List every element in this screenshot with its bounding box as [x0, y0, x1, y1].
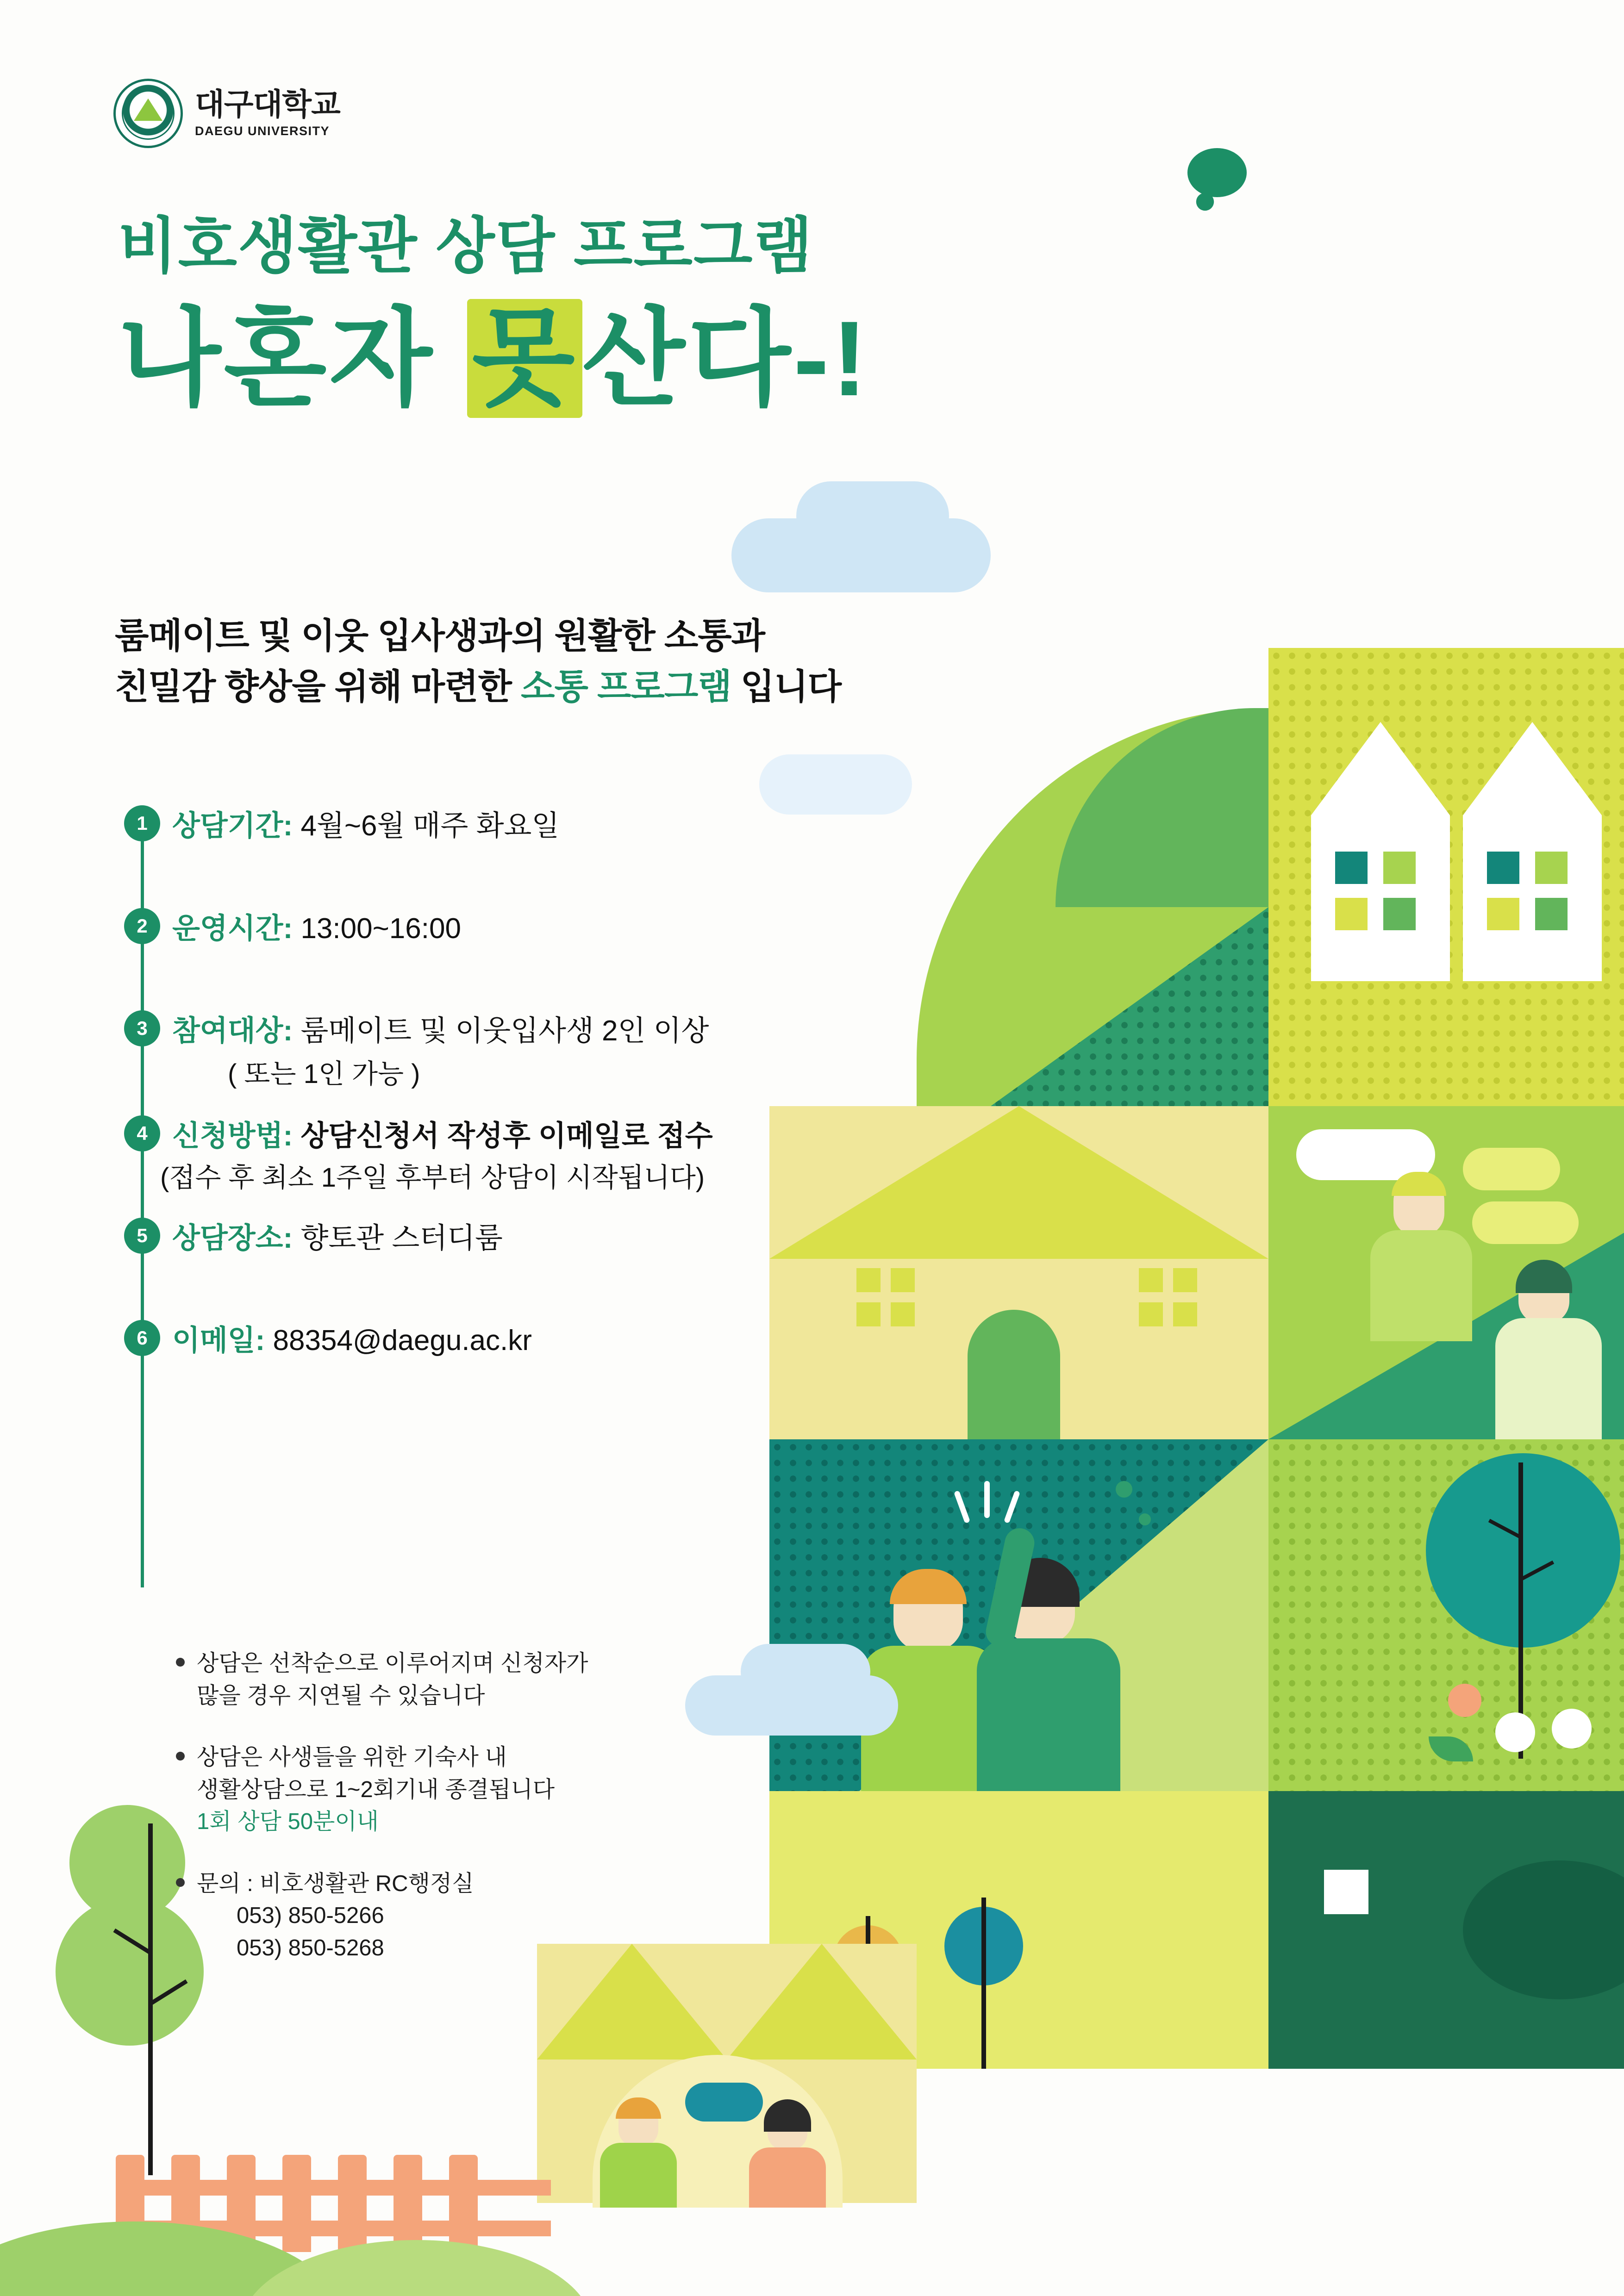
step-number-6: 6	[124, 1320, 160, 1356]
note-text-3	[197, 1868, 474, 1965]
step-line-2	[172, 911, 461, 947]
step-number-2: 2	[124, 908, 160, 944]
bubble-dot-2	[1139, 1513, 1151, 1525]
fence	[116, 2138, 551, 2254]
step-value-3: 룸메이트 및 이웃입사생 2인 이상	[293, 1015, 709, 1047]
cloud-1	[731, 518, 991, 592]
step-item-2	[124, 908, 1004, 947]
ground-mound-left	[0, 2221, 343, 2296]
note-text-1	[197, 1648, 588, 1712]
left-tree-branch-1	[113, 1929, 150, 1954]
step-number-1: 1	[124, 805, 160, 841]
kid-speech-bubble	[685, 2083, 763, 2122]
step-sub-4: (접수 후 최소 1주일 후부터 상담이 시작됩니다)	[160, 1163, 705, 1193]
note-bullet-icon	[176, 1658, 185, 1667]
tile-people-talk-bg	[1268, 1106, 1624, 1439]
note-item-3	[176, 1868, 870, 1965]
step-label-6: 이메일:	[172, 1325, 265, 1357]
note-bullet-icon	[176, 1878, 185, 1887]
flower-white-2	[1552, 1709, 1592, 1748]
note-bullet-icon	[176, 1752, 185, 1761]
note-3-line-2: 053) 850-5266	[237, 1903, 384, 1929]
university-logo	[113, 79, 340, 148]
person-d-head	[1005, 1564, 1075, 1644]
cloud-4	[1296, 1129, 1435, 1180]
step-value-4: 상담신청서 작성후 이메일로 접수	[293, 1120, 713, 1152]
big-window-h	[1173, 1302, 1197, 1326]
person-d-body	[977, 1638, 1120, 1794]
raised-arm	[983, 1525, 1037, 1649]
house-white-right	[1463, 722, 1602, 981]
bubble-dot-1	[1116, 1481, 1132, 1498]
lead-line2-post: 입니다	[731, 667, 842, 707]
tree-branch-2	[1520, 1561, 1554, 1581]
flower-orange	[1448, 1684, 1481, 1717]
speech-bubble-icon	[1187, 148, 1247, 197]
step-sub-3: ( 또는 1인 가능 )	[228, 1058, 420, 1089]
kid-left-hair	[616, 2097, 661, 2119]
bottom-bush-teal	[944, 1907, 1023, 1985]
person-a-hair	[1392, 1172, 1446, 1196]
step-item-3	[124, 1010, 1004, 1091]
spark-2	[984, 1481, 990, 1518]
note-1-line-1: 상담은 선착순으로 이루어지며 신청자가	[197, 1651, 588, 1676]
note-2-line-3: 1회 상담 50분이내	[197, 1809, 379, 1835]
bottom-trunk-2	[981, 1898, 986, 2069]
kid-left-body	[600, 2143, 677, 2208]
step-number-3: 3	[124, 1010, 160, 1046]
step-line-5	[172, 1220, 503, 1257]
tile-people-talk-diag	[1268, 1106, 1624, 1439]
window-yellow-1	[1335, 898, 1368, 930]
headline-part2: 산다-!	[582, 299, 870, 418]
house-white-left	[1311, 722, 1450, 981]
kid-right-hair	[764, 2099, 811, 2132]
step-value-1: 4월~6월 매주 화요일	[293, 810, 560, 842]
big-window-g	[1139, 1302, 1163, 1326]
notes-list	[176, 1648, 870, 1994]
fence-rail-bottom	[116, 2221, 551, 2236]
window-green-2	[1535, 898, 1568, 930]
step-item-4	[124, 1115, 1004, 1195]
lead-line2-pre: 친밀감 향상을 위해 마련한	[115, 667, 521, 707]
kid-left-head	[618, 2101, 658, 2147]
daegu-university-emblem-icon	[113, 79, 183, 148]
fence-picket	[394, 2155, 422, 2252]
note-3-line-3: 053) 850-5268	[237, 1935, 384, 1961]
step-number-5: 5	[124, 1218, 160, 1254]
fence-picket	[227, 2155, 256, 2252]
person-c-head	[893, 1574, 963, 1651]
step-label-4: 신청방법:	[172, 1120, 293, 1152]
step-label-5: 상담장소:	[172, 1222, 293, 1254]
info-steps-list	[124, 805, 1004, 1359]
note-1-line-2: 많을 경우 지연될 수 있습니다	[197, 1683, 485, 1708]
lead-line-1: 룸메이트 및 이웃 입사생과의 원활한 소통과	[115, 616, 765, 656]
person-a-body	[1370, 1230, 1472, 1341]
illustration-collage	[917, 648, 1624, 2147]
spark-1	[954, 1490, 970, 1524]
window-teal-1	[1335, 852, 1368, 884]
left-tree-trunk	[148, 1823, 153, 2175]
speech-bubble-a	[1463, 1148, 1560, 1190]
tile-green-solid	[1056, 708, 1268, 907]
window-lime-1	[1383, 852, 1416, 884]
person-b-hair	[1516, 1260, 1572, 1293]
fence-picket	[116, 2155, 144, 2252]
lead-line2-accent: 소통 프로그램	[521, 667, 731, 707]
step-item-5	[124, 1218, 1004, 1257]
window-yellow-2	[1487, 898, 1519, 930]
person-b-head	[1518, 1263, 1569, 1324]
step-number-4: 4	[124, 1115, 160, 1151]
tree-trunk-1	[1518, 1462, 1523, 1759]
tile-dotted-yellow-houses	[1268, 648, 1624, 1106]
logo-name-english: DAEGU UNIVERSITY	[195, 124, 330, 138]
person-b-body	[1495, 1318, 1602, 1439]
fence-picket	[282, 2155, 311, 2252]
step-label-3: 참여대상:	[172, 1015, 293, 1047]
cloud-2	[796, 481, 949, 551]
note-3-line-1: 문의 : 비호생활관 RC행정실	[197, 1871, 474, 1896]
step-value-6: 88354@daegu.ac.kr	[265, 1325, 532, 1357]
tile-bottom-green	[1268, 1791, 1624, 2069]
speech-bubble-b	[1472, 1201, 1579, 1244]
step-value-2: 13:00~16:00	[293, 912, 461, 945]
step-line-4	[172, 1118, 713, 1154]
lead-paragraph	[115, 611, 841, 713]
flower-white-1	[1495, 1712, 1535, 1752]
step-line-6	[172, 1323, 532, 1359]
poster-headline	[118, 299, 870, 418]
headline-part1: 나혼자	[118, 299, 468, 418]
note-2-line-1: 상담은 사생들을 위한 기숙사 내	[197, 1745, 507, 1770]
step-item-6	[124, 1320, 1004, 1359]
person-d-hair	[1001, 1558, 1080, 1607]
big-window-e	[1139, 1268, 1163, 1292]
person-c-hair	[890, 1569, 967, 1604]
window-lime-2	[1535, 852, 1568, 884]
step-label-2: 운영시간:	[172, 912, 293, 945]
note-text-2	[197, 1742, 555, 1838]
tree-branch-1	[1488, 1519, 1523, 1540]
poster-kicker: 비호생활관 상담 프로그램	[118, 212, 813, 280]
step-value-5: 향토관 스터디룸	[293, 1222, 503, 1254]
bottom-white-square	[1324, 1870, 1368, 1914]
step-line-3	[172, 1013, 709, 1049]
window-green-1	[1383, 898, 1416, 930]
tree-canopy-teal	[1426, 1453, 1620, 1648]
tile-dotted-lime	[1268, 1439, 1624, 1791]
left-tree-canopy-top	[69, 1805, 185, 1921]
fence-picket	[338, 2155, 367, 2252]
spark-3	[1004, 1490, 1020, 1524]
note-2-line-2: 생활상담으로 1~2회기내 종결됩니다	[197, 1777, 555, 1802]
headline-highlight: 못	[467, 299, 582, 418]
lead-line-2	[115, 662, 841, 713]
kid-right-body	[749, 2147, 826, 2208]
note-item-1	[176, 1648, 870, 1712]
person-a-head	[1393, 1176, 1444, 1236]
logo-name-korean: 대구대학교	[195, 87, 340, 122]
leaf-1	[1429, 1736, 1473, 1761]
window-teal-2	[1487, 852, 1519, 884]
step-item-1	[124, 805, 1004, 844]
tile-dotted-green	[991, 907, 1268, 1106]
bottom-bush-dark	[1463, 1860, 1624, 1999]
person-c-body	[861, 1646, 1000, 1794]
fence-picket	[449, 2155, 478, 2252]
step-line-1	[172, 808, 559, 844]
big-window-f	[1173, 1268, 1197, 1292]
ground-mound-mid	[241, 2240, 593, 2296]
fence-picket	[171, 2155, 200, 2252]
fence-rail-top	[116, 2180, 551, 2196]
note-item-2	[176, 1742, 870, 1838]
small-house-window-frame	[593, 2055, 843, 2208]
kid-right-head	[768, 2105, 807, 2150]
step-label-1: 상담기간:	[172, 810, 293, 842]
